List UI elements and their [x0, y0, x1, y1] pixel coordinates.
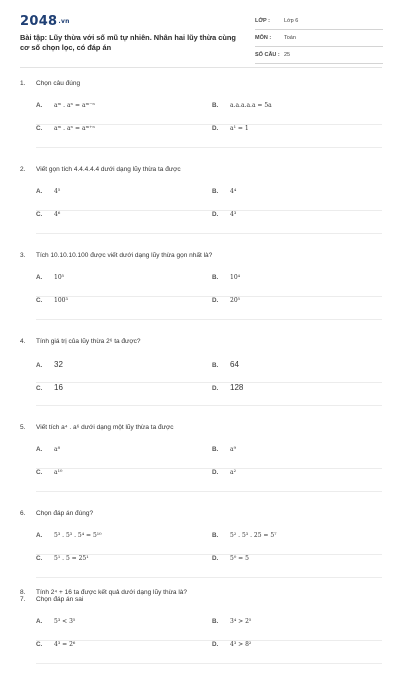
options-row — [36, 360, 382, 383]
option-value: aᵐ . aⁿ = aᵐ⁺ⁿ — [54, 125, 96, 132]
options-row — [36, 469, 382, 492]
question-stem: Chọn câu đúng — [36, 80, 81, 87]
option-value: 3⁴ > 2⁵ — [230, 618, 252, 625]
logo-text: 2048 — [20, 14, 58, 29]
question-number: 7. — [20, 596, 26, 603]
question-stem-row — [20, 338, 382, 360]
answer-option[interactable] — [36, 641, 75, 648]
question-5 — [20, 424, 382, 510]
option-letter: C. — [36, 385, 43, 392]
meta-value: Lớp 6 — [284, 18, 299, 24]
answer-option[interactable] — [36, 446, 60, 453]
meta-row-subject — [255, 32, 383, 47]
option-value: a¹ = 1 — [230, 125, 249, 132]
site-logo[interactable] — [20, 14, 70, 29]
answer-option[interactable] — [212, 297, 240, 304]
question-stem-row — [20, 252, 382, 274]
option-letter: C. — [36, 641, 43, 648]
answer-option[interactable] — [36, 360, 63, 369]
worksheet-title: Bài tập: Lũy thừa với số mũ tự nhiên. Nhân hai lũy thừa cùng cơ số chọn lọc, có đáp án — [20, 33, 236, 52]
answer-option[interactable] — [212, 555, 249, 562]
option-value: 4⁴ — [230, 188, 237, 195]
meta-label: LỚP : — [255, 18, 270, 24]
question-number: 8. — [20, 589, 26, 596]
option-letter: A. — [36, 188, 43, 195]
answer-option[interactable] — [212, 446, 236, 453]
answer-option[interactable] — [212, 274, 240, 281]
answer-option[interactable] — [36, 618, 75, 625]
option-letter: D. — [212, 469, 219, 476]
question-number: 5. — [20, 424, 26, 431]
option-letter: C. — [36, 555, 43, 562]
option-letter: A. — [36, 532, 43, 539]
answer-option[interactable] — [212, 469, 236, 476]
option-letter: A. — [36, 618, 43, 625]
question-number: 6. — [20, 510, 26, 517]
option-value: 10⁴ — [230, 274, 241, 281]
meta-label: MÔN : — [255, 35, 272, 41]
question-stem: Viết tích a⁴ . a⁶ dưới dạng một lũy thừa ta được — [36, 424, 174, 431]
question-number: 3. — [20, 252, 26, 259]
answer-option[interactable] — [212, 125, 249, 132]
question-stem: Viết gọn tích 4.4.4.4.4 dưới dạng lũy thừa ta được — [36, 166, 181, 173]
option-letter: C. — [36, 297, 43, 304]
option-value: 32 — [54, 360, 63, 369]
option-letter: B. — [212, 274, 219, 281]
answer-option[interactable] — [36, 555, 89, 562]
option-letter: D. — [212, 555, 219, 562]
option-value: a¹⁰ — [54, 469, 63, 476]
question-number: 1. — [20, 80, 26, 87]
options-row — [36, 188, 382, 211]
option-letter: B. — [212, 618, 219, 625]
option-letter: D. — [212, 297, 219, 304]
question-stem: Tích 10.10.10.100 được viết dưới dạng lũy thừa gọn nhất là? — [36, 252, 213, 259]
option-value: a⁹ — [230, 446, 236, 453]
options-row — [36, 274, 382, 297]
option-value: 5² . 5³ . 25 = 5⁷ — [230, 532, 277, 539]
question-stem: Tính 2⁴ + 16 ta được kết quả dưới dạng lũy thừa là? — [36, 589, 188, 596]
options-row — [36, 211, 382, 234]
options-row — [36, 618, 382, 641]
option-value: 4⁶ — [54, 211, 61, 218]
answer-option[interactable] — [212, 211, 236, 218]
option-value: 10⁵ — [54, 274, 65, 281]
answer-option[interactable] — [36, 188, 60, 195]
option-value: 100³ — [54, 297, 68, 304]
option-value: 128 — [230, 383, 244, 392]
option-value: 5³ < 3⁵ — [54, 618, 76, 625]
question-1 — [20, 80, 382, 166]
option-value: a.a.a.a.a = 5a — [230, 102, 272, 109]
option-value: 16 — [54, 383, 63, 392]
header-divider — [20, 67, 382, 68]
meta-label: SỐ CÂU : — [255, 52, 280, 58]
options-row — [36, 446, 382, 469]
answer-option[interactable] — [212, 641, 251, 648]
question-8 — [20, 589, 187, 596]
meta-value: Toán — [284, 35, 296, 41]
options-row — [36, 102, 382, 125]
answer-option[interactable] — [212, 383, 243, 392]
answer-option[interactable] — [36, 211, 60, 218]
option-letter: C. — [36, 469, 43, 476]
options-row — [36, 641, 382, 664]
question-stem-row — [20, 424, 382, 446]
option-letter: B. — [212, 362, 219, 369]
question-stem: Chọn đáp án đúng? — [36, 510, 94, 517]
answer-option[interactable] — [212, 188, 236, 195]
option-value: 20⁵ — [230, 297, 241, 304]
meta-value: 25 — [284, 52, 291, 58]
question-2 — [20, 166, 382, 252]
logo-suffix: .vn — [58, 18, 70, 25]
question-stem-row — [20, 596, 382, 618]
option-value: 4⁵ — [54, 188, 61, 195]
option-letter: B. — [212, 102, 219, 109]
question-7 — [20, 596, 382, 682]
options-row — [36, 125, 382, 148]
answer-option[interactable] — [36, 469, 62, 476]
option-letter: D. — [212, 641, 219, 648]
meta-panel — [255, 15, 383, 64]
options-row — [36, 555, 382, 578]
answer-option[interactable] — [36, 274, 64, 281]
question-stem-row — [20, 80, 382, 102]
question-stem-row — [20, 166, 382, 188]
question-4 — [20, 338, 382, 424]
answer-option[interactable] — [36, 102, 95, 109]
question-stem: Tính giá trị của lũy thừa 2⁶ ta được? — [36, 338, 141, 345]
answer-option[interactable] — [212, 102, 272, 109]
option-letter: A. — [36, 362, 43, 369]
option-value: 64 — [230, 360, 239, 369]
option-letter: B. — [212, 446, 219, 453]
options-row — [36, 383, 382, 406]
option-letter: D. — [212, 385, 219, 392]
option-value: aᵐ . aⁿ = aᵐ⁻ⁿ — [54, 102, 96, 109]
option-value: 4³ > 8² — [230, 641, 252, 648]
option-value: 5⁰ = 5 — [230, 555, 249, 562]
question-number: 2. — [20, 166, 26, 173]
option-value: 5³ . 5³ . 5⁴ = 5¹⁰ — [54, 532, 102, 539]
option-letter: A. — [36, 446, 43, 453]
answer-option[interactable] — [212, 618, 251, 625]
meta-row-class — [255, 15, 383, 30]
meta-row-count — [255, 49, 383, 64]
option-letter: C. — [36, 125, 43, 132]
option-value: 4³ = 2⁶ — [54, 641, 76, 648]
question-number: 4. — [20, 338, 26, 345]
option-letter: D. — [212, 211, 219, 218]
option-letter: B. — [212, 188, 219, 195]
question-6 — [20, 510, 382, 596]
option-value: a² — [230, 469, 236, 476]
answer-option[interactable] — [36, 125, 95, 132]
option-letter: A. — [36, 102, 43, 109]
question-stem-row — [20, 510, 382, 532]
options-row — [36, 532, 382, 555]
option-letter: C. — [36, 211, 43, 218]
answer-option[interactable] — [212, 532, 277, 539]
option-value: 5¹ . 5 = 25¹ — [54, 555, 89, 562]
answer-option[interactable] — [36, 297, 68, 304]
answer-option[interactable] — [36, 383, 63, 392]
option-letter: A. — [36, 274, 43, 281]
answer-option[interactable] — [36, 532, 102, 539]
question-3 — [20, 252, 382, 338]
option-value: a⁸ — [54, 446, 60, 453]
option-letter: D. — [212, 125, 219, 132]
question-stem: Chọn đáp án sai — [36, 596, 84, 603]
option-value: 4³ — [230, 211, 237, 218]
options-row — [36, 297, 382, 320]
answer-option[interactable] — [212, 360, 239, 369]
option-letter: B. — [212, 532, 219, 539]
